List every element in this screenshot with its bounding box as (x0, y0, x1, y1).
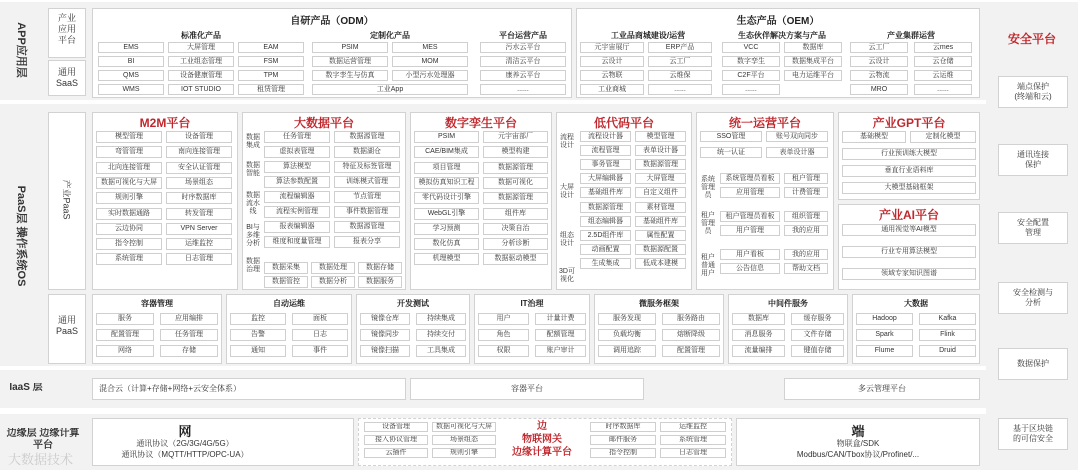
lowcode-cell: 数据源管理 (635, 159, 686, 170)
edge-gateway-cell: 系统管理 (660, 435, 726, 445)
lowcode-cell: 基础组件库 (635, 216, 686, 227)
bigdata-cell: 数据存储 (358, 262, 402, 274)
mall-product-cell: ERP产品 (648, 42, 712, 53)
mall-product-cell: 云物联 (580, 70, 644, 81)
general-paas-cell: 持续交付 (416, 329, 466, 341)
lowcode-cell: 大屏管理 (635, 173, 686, 184)
general-paas-cell: 镜像仓库 (360, 313, 410, 325)
edge-net-line-2: 通讯协议（MQTT/HTTP/OPC-UA） (121, 450, 249, 459)
ai-cell: 领域专家知识图谱 (842, 268, 976, 280)
general-paas-cell: 监控 (230, 313, 286, 325)
m2m-cell: VPN Server (166, 223, 232, 235)
twin-cell: PSIM (414, 131, 479, 143)
general-paas-cell: 文件存储 (791, 329, 844, 341)
partner-product-cell: C2F平台 (722, 70, 780, 81)
general-paas-cell: 负载均衡 (598, 329, 656, 341)
platform-product-cell: 康养云平台 (480, 70, 566, 81)
twin-cell: WebGL引擎 (414, 208, 479, 220)
general-paas-cell: 镜像扫描 (360, 345, 410, 357)
bigdata-cell: 数据源管理 (334, 221, 400, 233)
lowcode-cell: 模型管理 (635, 131, 686, 142)
general-paas-cell: 流量编排 (732, 345, 785, 357)
twin-title: 数字孪生平台 (444, 116, 517, 130)
gpt-title: 产业GPT平台 (872, 116, 946, 130)
m2m-cell: 数据可视化与大屏 (96, 177, 162, 189)
gpt-cell: 定制化模型 (910, 131, 976, 143)
partner-product-cell: 数据库 (784, 42, 842, 53)
general-paas-label-box (48, 294, 86, 364)
general-paas-cell: 配置管理 (662, 345, 720, 357)
custom-product-cell: 数字孪生与仿真 (312, 70, 388, 81)
ops-cell: 组织管理 (784, 211, 828, 222)
ops-cell: 表单设计器 (766, 147, 828, 158)
edge-gateway-cell: 规则引擎 (432, 448, 496, 458)
bigdata-cell: 报表编辑器 (264, 221, 330, 233)
bigdata-group-label: 数据治理 (246, 258, 260, 273)
cluster-title: 产业集群运营 (887, 31, 935, 40)
twin-cell: 数化仿真 (414, 238, 479, 250)
general-paas-cell: 网络 (96, 345, 154, 357)
mall-title: 工业品商城建设/运营 (610, 31, 686, 40)
lowcode-cell: 属性配置 (635, 230, 686, 241)
cluster-product-cell: ...... (914, 84, 972, 95)
general-paas-cell: 镜像同步 (360, 329, 410, 341)
ops-cell: 我的应用 (784, 225, 828, 236)
general-paas-cell: Kafka (919, 313, 976, 325)
general-paas-cell: 缓存服务 (791, 313, 844, 325)
mall-product-cell: 元宇宙展厅 (580, 42, 644, 53)
twin-cell: 零代码设计引擎 (414, 192, 479, 204)
general-paas-title: 容器管理 (141, 299, 173, 308)
ops-cell: 系统管理员看板 (720, 173, 780, 184)
m2m-cell: 场景组态 (166, 177, 232, 189)
edge-end-line-2: Modbus/CAN/Tbox协议/Profinet/... (796, 450, 920, 459)
std-product-cell: 租赁管理 (238, 84, 304, 95)
general-paas-cell: 任务管理 (160, 329, 218, 341)
general-saas-label: 通用 SaaS (55, 67, 79, 88)
mall-product-cell: 云维保 (648, 70, 712, 81)
edge-net-title: 网 (178, 424, 192, 439)
partner-product-cell: 数据集成平台 (784, 56, 842, 67)
bigdata-cell: 节点管理 (334, 191, 400, 203)
bigdata-cell: 维度和度量管理 (264, 236, 330, 248)
std-product-cell: WMS (98, 84, 164, 95)
general-paas-cell: 通知 (230, 345, 286, 357)
partner-product-cell: 数字孪生 (722, 56, 780, 67)
bigdata-cell: 数据分析 (311, 276, 355, 288)
twin-cell: 决策自治 (483, 223, 548, 235)
custom-title: 定制化产品 (370, 31, 410, 40)
odm-title: 自研产品（ODM） (290, 16, 374, 27)
bigdata-cell: 数据处理 (311, 262, 355, 274)
m2m-cell: 指令控制 (96, 238, 162, 250)
twin-cell: 模拟仿真知识工程 (414, 177, 479, 189)
edge-gateway-cell: 运维监控 (660, 422, 726, 432)
bigdata-title: 大数据平台 (293, 116, 354, 130)
platform-product-cell: 清洁云平台 (480, 56, 566, 67)
custom-product-cell: MES (392, 42, 468, 53)
general-paas-cell: 面板 (292, 313, 348, 325)
general-paas-cell: 配置管理 (96, 329, 154, 341)
security-item: 安全配置 管理 (998, 212, 1068, 244)
edge-gateway-cell: 时序数据库 (590, 422, 656, 432)
ops-group-label: 租户管理员 (701, 212, 715, 235)
m2m-cell: 转发管理 (166, 208, 232, 220)
m2m-cell: 北向连接管理 (96, 162, 162, 174)
security-item: 端点保护 (终端和云) (998, 76, 1068, 108)
security-item: 数据保护 (998, 348, 1068, 380)
ops-title: 统一运营平台 (728, 116, 801, 130)
ai-cell: 行业专用算法模型 (842, 246, 976, 258)
twin-cell: 模型构建 (483, 146, 548, 158)
bigdata-cell: 虚拟表管理 (264, 146, 330, 158)
edge-gateway-cell: 指令控制 (590, 448, 656, 458)
general-paas-label: 通用 PaaS (55, 315, 79, 336)
platform-product-cell: 污水云平台 (480, 42, 566, 53)
ai-cell: 通用视觉等AI模型 (842, 224, 976, 236)
bigdata-cell: 流程编辑器 (264, 191, 330, 203)
edge-gateway-cell: 数据可视化与大屏 (432, 422, 496, 432)
edge-gateway-cell: 云插件 (364, 448, 428, 458)
general-paas-cell: Druid (919, 345, 976, 357)
lowcode-cell: 大屏编辑器 (580, 173, 631, 184)
lowcode-cell: 表单设计器 (635, 145, 686, 156)
lowcode-cell: 素材管理 (635, 202, 686, 213)
partner-product-cell: VCC (722, 42, 780, 53)
bigdata-cell: 任务管理 (264, 131, 330, 143)
lowcode-cell: 流程设计器 (580, 131, 631, 142)
platform-title: 平台运营产品 (499, 31, 547, 40)
edge-end-line-1: 物联盒/SDK (836, 439, 880, 448)
bigdata-group-label: 数据集成 (246, 134, 260, 149)
industry-app-label: 产业 应用 平台 (57, 13, 76, 45)
bigdata-group-label: BI与多维分析 (246, 224, 260, 247)
gpt-cell: 大模型基础框架 (842, 182, 976, 194)
edge-layer-label: 边缘层 边缘计算平台 (6, 428, 80, 451)
mall-product-cell: 云工厂 (648, 56, 712, 67)
ops-cell: SSO管理 (700, 131, 762, 142)
iaas-layer-label: IaaS 层 (9, 383, 43, 393)
general-paas-cell: 服务发现 (598, 313, 656, 325)
general-paas-cell: 工具集成 (416, 345, 466, 357)
m2m-cell: 云边协同 (96, 223, 162, 235)
lowcode-cell: 组态编辑器 (580, 216, 631, 227)
industry-paas-label: 产业PaaS (61, 179, 72, 220)
security-item: 基于区块链 的可信安全 (998, 418, 1068, 450)
twin-cell: 数据源管理 (483, 192, 548, 204)
bigdata-cell: 特征及标签管理 (334, 161, 400, 173)
twin-cell: CAE/BIM集成 (414, 146, 479, 158)
lowcode-group-label: 3D可视化 (559, 268, 575, 283)
std-product-cell: 设备健康管理 (168, 70, 234, 81)
general-paas-cell: 权限 (478, 345, 529, 357)
general-paas-cell: 数据库 (732, 313, 785, 325)
lowcode-group-label: 组态设计 (560, 232, 574, 247)
std-product-cell: 大屏管理 (168, 42, 234, 53)
custom-product-cell: PSIM (312, 42, 388, 53)
gpt-cell: 基础模型 (842, 131, 906, 143)
twin-cell: 组件库 (483, 208, 548, 220)
custom-product-cell: MOM (392, 56, 468, 67)
ops-cell: 用户管理 (720, 225, 780, 236)
general-paas-cell: 事件 (292, 345, 348, 357)
cluster-product-cell: 云物流 (850, 70, 908, 81)
std-product-cell: IOT STUDIO (168, 84, 234, 95)
general-paas-cell: Spark (856, 329, 913, 341)
std-product-cell: EMS (98, 42, 164, 53)
general-paas-cell: Flink (919, 329, 976, 341)
general-paas-cell: 键值存储 (791, 345, 844, 357)
general-paas-cell: 用户 (478, 313, 529, 325)
general-paas-cell: 日志 (292, 329, 348, 341)
twin-cell: 数据可视化 (483, 177, 548, 189)
m2m-cell: 实时数据通路 (96, 208, 162, 220)
iaas-hybrid: 混合云（计算+存储+网络+云安全体系） (92, 378, 406, 400)
edge-gateway-cell: 接入协议管理 (364, 435, 428, 445)
general-paas-cell: 账户审计 (535, 345, 586, 357)
custom-product-cell: 小型污水处理器 (392, 70, 468, 81)
edge-gateway-cell: 邮件服务 (590, 435, 656, 445)
std-product-cell: TPM (238, 70, 304, 81)
bigdata-cell: 数据采集 (264, 262, 308, 274)
mall-product-cell: 云设计 (580, 56, 644, 67)
custom-product-cell: 工业App (312, 84, 468, 95)
m2m-cell: 南向连接管理 (166, 146, 232, 158)
ops-group-label: 系统管理员 (701, 176, 715, 199)
cluster-product-cell: MRO (850, 84, 908, 95)
ops-cell: 我的应用 (784, 249, 828, 260)
m2m-cell: 模型管理 (96, 131, 162, 143)
partner-product-cell: ...... (722, 84, 780, 95)
iaas-container: 容器平台 (410, 378, 644, 400)
cluster-product-cell: 云设计 (850, 56, 908, 67)
bigdata-group-label: 数据流水线 (246, 192, 260, 215)
bigdata-cell: 算法模型 (264, 161, 330, 173)
std-product-cell: EAM (238, 42, 304, 53)
ops-cell: 租户管理员看板 (720, 211, 780, 222)
std-product-cell: QMS (98, 70, 164, 81)
twin-cell: 数据驱动模型 (483, 253, 548, 265)
cluster-product-cell: 云仓储 (914, 56, 972, 67)
twin-cell: 数据源管理 (483, 162, 548, 174)
general-paas-cell: 熔断降级 (662, 329, 720, 341)
general-paas-cell: Flume (856, 345, 913, 357)
lowcode-cell: 基础组件库 (580, 187, 631, 198)
m2m-cell: 日志管理 (166, 253, 232, 265)
general-paas-cell: 存储 (160, 345, 218, 357)
ops-cell: 租户管理 (784, 173, 828, 184)
m2m-cell: 系统管理 (96, 253, 162, 265)
ops-cell: 公告信息 (720, 263, 780, 274)
general-paas-cell: 配额管理 (535, 329, 586, 341)
iaas-multicloud: 多云管理平台 (784, 378, 980, 400)
bigdata-cell: 报表分享 (334, 236, 400, 248)
watermark: 大数据技术 (8, 452, 74, 467)
general-paas-cell: 服务 (96, 313, 154, 325)
partner-title: 生态伙伴解决方案与产品 (738, 31, 826, 40)
ops-cell: 账号双向同步 (766, 131, 828, 142)
m2m-cell: 弯管管理 (96, 146, 162, 158)
general-paas-cell: 消息服务 (732, 329, 785, 341)
general-paas-cell: 计量计费 (535, 313, 586, 325)
lowcode-title: 低代码平台 (593, 116, 654, 130)
edge-gateway-title: 边 物联网关 边缘计算平台 (512, 421, 572, 458)
twin-cell: 学习预测 (414, 223, 479, 235)
general-paas-title: 大数据 (904, 299, 928, 308)
lowcode-cell: 流程管理 (580, 145, 631, 156)
general-paas-title: 自动运维 (273, 299, 305, 308)
ops-cell: 应用管理 (720, 187, 780, 198)
bigdata-cell: 数据源管理 (334, 131, 400, 143)
edge-end-title: 端 (851, 424, 865, 439)
edge-net-line-1: 通讯协议（2G/3G/4G/5G） (136, 439, 234, 448)
security-item: 通讯连接 保护 (998, 144, 1068, 176)
general-paas-cell: 调用追踪 (598, 345, 656, 357)
general-saas-label-box (48, 60, 86, 96)
edge-gateway-cell: 设备管理 (364, 422, 428, 432)
std-title: 标准化产品 (181, 31, 221, 40)
lowcode-cell: 事务管理 (580, 159, 631, 170)
ai-title: 产业AI平台 (878, 208, 939, 222)
ops-cell: 计费管理 (784, 187, 828, 198)
gpt-cell: 行业预训练大模型 (842, 148, 976, 160)
std-product-cell: FSM (238, 56, 304, 67)
bigdata-cell: 训练模式管理 (334, 176, 400, 188)
ops-group-label: 租户普通用户 (701, 254, 715, 277)
lowcode-cell: 数据源管理 (580, 202, 631, 213)
gpt-cell: 垂直行业语料库 (842, 165, 976, 177)
edge-gateway-cell: 日志管理 (660, 448, 726, 458)
m2m-cell: 设备管理 (166, 131, 232, 143)
lowcode-cell: 低成本建模 (635, 258, 686, 269)
mall-product-cell: 工业商城 (580, 84, 644, 95)
ops-cell: 用户看板 (720, 249, 780, 260)
industry-paas-label-box (48, 112, 86, 290)
twin-cell: 机理模型 (414, 253, 479, 265)
general-paas-cell: Hadoop (856, 313, 913, 325)
industry-app-label-box (48, 8, 86, 58)
bigdata-cell: 流程实例管理 (264, 206, 330, 218)
twin-cell: 分析诊断 (483, 238, 548, 250)
mall-product-cell: ...... (648, 84, 712, 95)
ops-cell: 统一认证 (700, 147, 762, 158)
bigdata-group-label: 数据智能 (246, 162, 260, 177)
m2m-title: M2M平台 (139, 116, 191, 130)
paas-layer-label: PaaS层 操作系统OS (15, 185, 27, 287)
lowcode-cell: 生成集成 (580, 258, 631, 269)
lowcode-cell: 动画配置 (580, 244, 631, 255)
bigdata-cell: 数据管控 (264, 276, 308, 288)
security-item: 安全检测与 分析 (998, 282, 1068, 314)
platform-product-cell: ...... (480, 84, 566, 95)
ops-cell: 帮助文档 (784, 263, 828, 274)
std-product-cell: 工业组态管理 (168, 56, 234, 67)
std-product-cell: BI (98, 56, 164, 67)
lowcode-cell: 2.5D组件库 (580, 230, 631, 241)
m2m-cell: 运维监控 (166, 238, 232, 250)
bigdata-cell: 数据湖仓 (334, 146, 400, 158)
general-paas-cell: 持续集成 (416, 313, 466, 325)
bigdata-cell: 事件数据管理 (334, 206, 400, 218)
m2m-cell: 安全认证管理 (166, 162, 232, 174)
twin-cell: 元宇宙部厂 (483, 131, 548, 143)
partner-product-cell: 电力运维平台 (784, 70, 842, 81)
edge-gateway-cell: 场景组态 (432, 435, 496, 445)
twin-cell: 项目管理 (414, 162, 479, 174)
general-paas-title: 开发测试 (397, 299, 429, 308)
lowcode-cell: 自定义组件 (635, 187, 686, 198)
general-paas-title: IT治理 (520, 299, 544, 308)
cluster-product-cell: 云mes (914, 42, 972, 53)
bigdata-cell: 算法参数配置 (264, 176, 330, 188)
security-title: 安全平台 (1007, 32, 1056, 46)
oem-title: 生态产品（OEM） (736, 16, 820, 27)
cluster-product-cell: 云工厂 (850, 42, 908, 53)
m2m-cell: 时序数据库 (166, 192, 232, 204)
general-paas-cell: 应用编排 (160, 313, 218, 325)
general-paas-title: 微服务框架 (639, 299, 679, 308)
general-paas-cell: 服务路由 (662, 313, 720, 325)
general-paas-cell: 告警 (230, 329, 286, 341)
m2m-cell: 规则引擎 (96, 192, 162, 204)
general-paas-title: 中间件服务 (768, 299, 808, 308)
custom-product-cell: 数据运营管理 (312, 56, 388, 67)
general-paas-cell: 角色 (478, 329, 529, 341)
lowcode-group-label: 流程设计 (560, 134, 574, 149)
lowcode-group-label: 大屏设计 (560, 184, 574, 199)
lowcode-cell: 数据源配置 (635, 244, 686, 255)
cluster-product-cell: 云运维 (914, 70, 972, 81)
app-layer-label: APP应用层 (15, 22, 27, 78)
bigdata-cell: 数据服务 (358, 276, 402, 288)
